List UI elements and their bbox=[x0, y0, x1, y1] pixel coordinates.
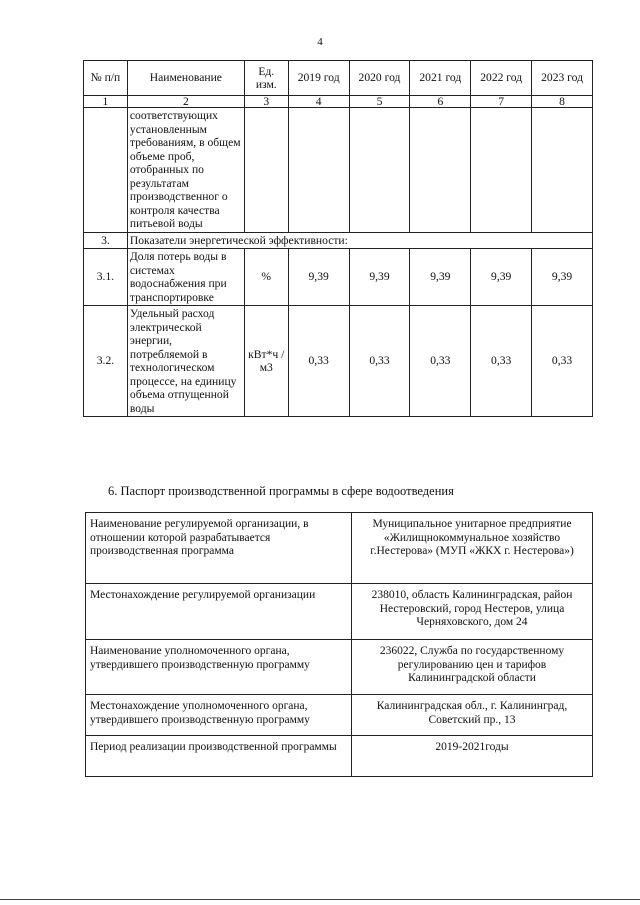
indicators-table bbox=[83, 60, 593, 417]
passport-row bbox=[86, 736, 593, 777]
section-row bbox=[84, 232, 593, 249]
column-index-row bbox=[84, 96, 593, 108]
passport-label: Местонахождение уполномоченного органа, утвердившего производственную программу bbox=[86, 695, 352, 736]
row-unit: % bbox=[244, 249, 288, 306]
value-cell: 9,39 bbox=[349, 249, 410, 306]
passport-label: Наименование уполномоченного органа, утвердившего производственную программу bbox=[86, 640, 352, 695]
row-name: Доля потерь воды в системах водоснабжения при транспортировке bbox=[127, 249, 244, 306]
passport-table bbox=[85, 512, 593, 777]
index-cell: 2 bbox=[127, 96, 244, 108]
table-row bbox=[84, 249, 593, 306]
page-number: 4 bbox=[317, 36, 323, 48]
value-cell: 0,33 bbox=[349, 306, 410, 417]
table-row bbox=[84, 108, 593, 233]
value-cell: 0,33 bbox=[288, 306, 349, 417]
table-row bbox=[84, 306, 593, 417]
value-cell: 0,33 bbox=[532, 306, 593, 417]
value-cell: 0,33 bbox=[471, 306, 532, 417]
row-number: 3.1. bbox=[84, 249, 128, 306]
passport-value: 236022, Служба по государственному регулированию цен и тарифов Калининградской области bbox=[352, 640, 593, 695]
section-title: Показатели энергетической эффективности: bbox=[127, 232, 592, 249]
header-cell: Наименование bbox=[127, 61, 244, 96]
value-cell: 9,39 bbox=[410, 249, 471, 306]
index-cell: 1 bbox=[84, 96, 128, 108]
row-number: 3.2. bbox=[84, 306, 128, 417]
row-unit: кВт*ч /м3 bbox=[244, 306, 288, 417]
header-cell: № п/п bbox=[84, 61, 128, 96]
passport-row bbox=[86, 695, 593, 736]
header-cell: Ед. изм. bbox=[244, 61, 288, 96]
row-name: Удельный расход электрической энергии, потребляемой в технологическом процессе, на единицу объема отпущенной воды bbox=[127, 306, 244, 417]
page-bottom-rule bbox=[0, 899, 640, 900]
index-cell: 8 bbox=[532, 96, 593, 108]
table-header-row bbox=[84, 61, 593, 96]
header-cell: 2019 год bbox=[288, 61, 349, 96]
index-cell: 6 bbox=[410, 96, 471, 108]
passport-value: Калининградская обл., г. Калининград, Советский пр., 13 bbox=[352, 695, 593, 736]
value-cell: 9,39 bbox=[288, 249, 349, 306]
index-cell: 4 bbox=[288, 96, 349, 108]
passport-row bbox=[86, 513, 593, 584]
section-6-title: 6. Паспорт производственной программы в сфере водоотведения bbox=[108, 484, 454, 498]
header-cell: 2020 год bbox=[349, 61, 410, 96]
passport-label: Период реализации производственной программы bbox=[86, 736, 352, 777]
value-cell: 0,33 bbox=[410, 306, 471, 417]
header-cell: 2023 год bbox=[532, 61, 593, 96]
section-number: 3. bbox=[84, 232, 128, 249]
passport-label: Наименование регулируемой организации, в отношении которой разрабатывается производственная программа bbox=[86, 513, 352, 584]
value-cell: 9,39 bbox=[471, 249, 532, 306]
index-cell: 7 bbox=[471, 96, 532, 108]
continuation-cell: соответствующих установленным требованиям, в общем объеме проб, отобранных по результатам производственног о контроля качества питьевой воды bbox=[127, 108, 244, 233]
passport-value: Муниципальное унитарное предприятие «Жилищнокоммунальное хозяйство г.Нестерова» (МУП «ЖКХ г. Нестерова») bbox=[352, 513, 593, 584]
index-cell: 5 bbox=[349, 96, 410, 108]
passport-value: 238010, область Калининградская, район Нестеровский, город Нестеров, улица Черняховского, дом 24 bbox=[352, 584, 593, 640]
passport-row bbox=[86, 640, 593, 695]
index-cell: 3 bbox=[244, 96, 288, 108]
value-cell: 9,39 bbox=[532, 249, 593, 306]
header-cell: 2022 год bbox=[471, 61, 532, 96]
header-cell: 2021 год bbox=[410, 61, 471, 96]
passport-row bbox=[86, 584, 593, 640]
passport-value: 2019-2021годы bbox=[352, 736, 593, 777]
passport-label: Местонахождение регулируемой организации bbox=[86, 584, 352, 640]
